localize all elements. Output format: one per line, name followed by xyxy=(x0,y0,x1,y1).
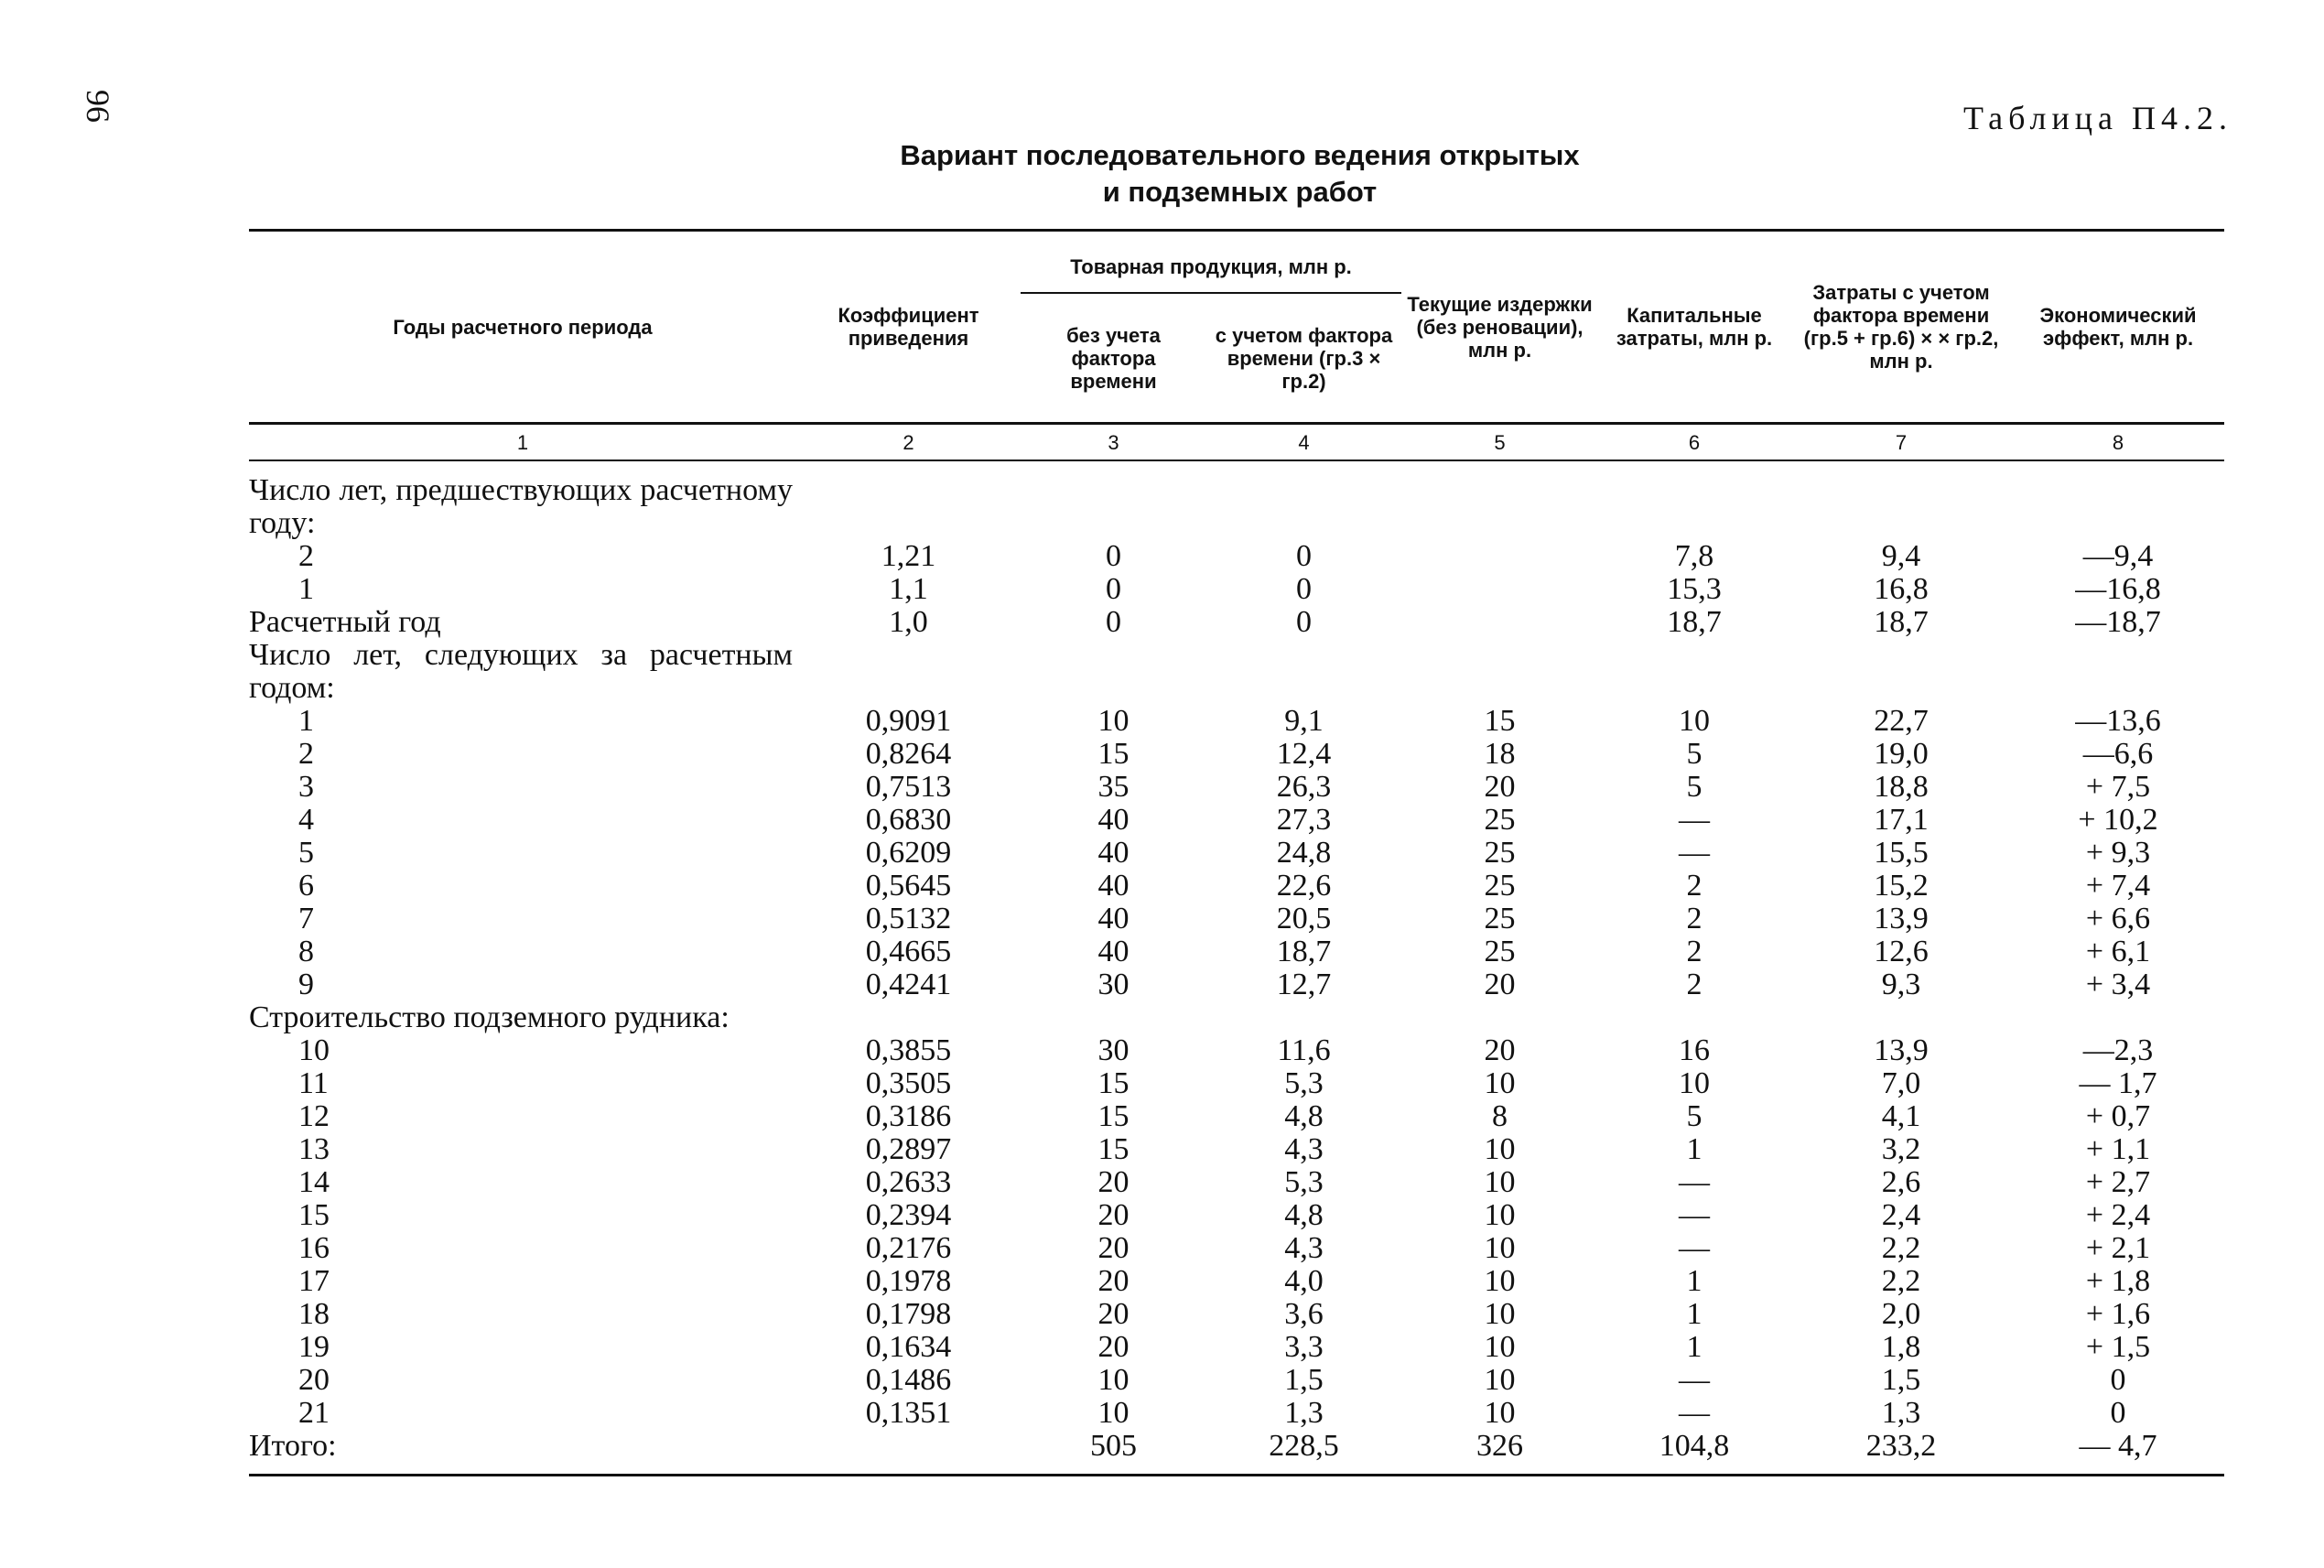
table-cell: 5,3 xyxy=(1284,1165,1324,1199)
row-label: 3 xyxy=(298,770,314,804)
table-cell: 0,5645 xyxy=(865,869,952,903)
table-cell: 18,7 xyxy=(1667,605,1722,639)
row-label: 10 xyxy=(298,1033,330,1067)
row-label: 14 xyxy=(298,1165,330,1199)
table-cell: 1,0 xyxy=(889,605,928,639)
table-cell: 9,4 xyxy=(1881,539,1921,573)
table-cell xyxy=(1021,639,1206,705)
table-title xyxy=(0,137,2324,211)
header-economic-effect: Экономический эффект, млн р. xyxy=(2012,231,2224,424)
table-cell: 3,2 xyxy=(1881,1132,1921,1166)
page-number: 96 xyxy=(80,90,116,123)
table-cell: 2,4 xyxy=(1881,1198,1921,1232)
table-cell: 18,7 xyxy=(1874,605,1929,639)
table-cell: 1,8 xyxy=(1881,1330,1921,1364)
table-cell: 0,3505 xyxy=(865,1066,952,1100)
table-cell: 0,6830 xyxy=(865,803,952,837)
table-cell: 15 xyxy=(1097,1066,1130,1100)
table-cell: 10 xyxy=(1484,1330,1516,1364)
table-cell: 4,8 xyxy=(1284,1198,1324,1232)
table-cell: 0 xyxy=(2110,1396,2126,1430)
table-row xyxy=(249,935,2224,968)
column-number: 7 xyxy=(1790,424,2012,461)
table-cell: 2 xyxy=(1686,968,1702,1001)
table-cell: 2 xyxy=(1686,869,1702,903)
table-cell: 15 xyxy=(1097,1132,1130,1166)
header-costs-with-time: Затраты с учетом фактора времени (гр.5 + гр.6) × × гр.2, млн р. xyxy=(1790,231,2012,424)
table-cell: 1,3 xyxy=(1881,1396,1921,1430)
table-cell xyxy=(1401,573,1598,606)
column-number: 2 xyxy=(796,424,1021,461)
table-cell: 25 xyxy=(1484,902,1516,935)
table-cell: 10 xyxy=(1679,1066,1711,1100)
header-current-costs: Текущие издержки (без реновации), млн р. xyxy=(1401,231,1598,424)
row-label: 1 xyxy=(298,704,314,738)
row-label: Итого: xyxy=(249,1430,796,1476)
table-cell: 17,1 xyxy=(1874,803,1929,837)
header-product-without-time: без учета фактора времени xyxy=(1066,323,1161,393)
table-cell: 20 xyxy=(1484,968,1516,1001)
table-cell: 0 xyxy=(1296,572,1312,606)
table-cell: + 2,4 xyxy=(2085,1198,2151,1232)
row-label: 20 xyxy=(298,1363,330,1397)
table-cell: 25 xyxy=(1484,869,1516,903)
table-cell: 0,8264 xyxy=(865,737,952,771)
table-cell: 10 xyxy=(1484,1297,1516,1331)
table-cell: 104,8 xyxy=(1598,1430,1790,1476)
table-cell: 2 xyxy=(1686,935,1702,968)
table-cell: 18,8 xyxy=(1874,770,1929,804)
table-cell: 30 xyxy=(1097,1033,1130,1067)
table-cell: 11,6 xyxy=(1277,1033,1331,1067)
table-cell: + 10,2 xyxy=(2078,803,2158,837)
table-cell: 15 xyxy=(1097,1099,1130,1133)
table-cell: 13,9 xyxy=(1874,1033,1929,1067)
table-cell: 40 xyxy=(1097,935,1130,968)
table-cell: + 1,6 xyxy=(2085,1297,2151,1331)
table-cell: — xyxy=(1679,1363,1711,1397)
table-cell: 0,3186 xyxy=(865,1099,952,1133)
section-label: Число лет, следующих за расчетным годом: xyxy=(249,638,793,705)
header-coefficient: Коэффициент приведения xyxy=(796,231,1021,424)
table-row xyxy=(249,1199,2224,1232)
table-cell xyxy=(1598,1001,1790,1034)
table-cell xyxy=(796,639,1021,705)
table-cell: 20 xyxy=(1484,770,1516,804)
table-cell xyxy=(1401,1001,1598,1034)
table-cell: 0,1351 xyxy=(865,1396,952,1430)
table-cell xyxy=(1790,1001,2012,1034)
table-cell: 1,21 xyxy=(881,539,936,573)
table-cell xyxy=(1598,460,1790,540)
table-cell: 30 xyxy=(1097,968,1130,1001)
table-cell: 0 xyxy=(1296,539,1312,573)
table-cell: 0 xyxy=(1296,605,1312,639)
table-cell: 12,7 xyxy=(1276,968,1332,1001)
table-cell: 0,1634 xyxy=(865,1330,952,1364)
table-cell xyxy=(796,1001,1021,1034)
table-cell: 22,7 xyxy=(1874,704,1929,738)
table-row xyxy=(249,460,2224,540)
table-cell: 1 xyxy=(1686,1264,1702,1298)
table-cell: 0,5132 xyxy=(865,902,952,935)
table-cell xyxy=(1790,460,2012,540)
table-cell: 10 xyxy=(1097,704,1130,738)
table-cell: 20,5 xyxy=(1276,902,1332,935)
table-cell: 35 xyxy=(1097,770,1130,804)
table-row xyxy=(249,1166,2224,1199)
row-label: 2 xyxy=(298,539,314,573)
table-cell xyxy=(1401,639,1598,705)
table-cell: 26,3 xyxy=(1276,770,1332,804)
table-cell: 1 xyxy=(1686,1330,1702,1364)
table-cell: 3,3 xyxy=(1284,1330,1324,1364)
table-cell: 2,2 xyxy=(1881,1231,1921,1265)
table-cell: 4,1 xyxy=(1881,1099,1921,1133)
table-cell: 20 xyxy=(1097,1165,1130,1199)
table-cell: 0,1978 xyxy=(865,1264,952,1298)
table-cell xyxy=(1021,460,1206,540)
table-cell: + 1,8 xyxy=(2085,1264,2151,1298)
table-cell: 20 xyxy=(1097,1198,1130,1232)
table-row xyxy=(249,870,2224,903)
table-cell: — xyxy=(1679,836,1711,870)
table-row xyxy=(249,606,2224,639)
table-cell: — xyxy=(1679,1165,1711,1199)
table-cell: + 0,7 xyxy=(2085,1099,2151,1133)
table-cell: — xyxy=(1679,1198,1711,1232)
table-cell: 8 xyxy=(1492,1099,1508,1133)
table-cell: 15,3 xyxy=(1667,572,1722,606)
table-cell: 0,2633 xyxy=(865,1165,952,1199)
row-label: 12 xyxy=(298,1099,330,1133)
table-row xyxy=(249,1397,2224,1430)
table-cell: 13,9 xyxy=(1874,902,1929,935)
table-cell: 1 xyxy=(1686,1132,1702,1166)
table-row xyxy=(249,639,2224,705)
table-cell: 3,6 xyxy=(1284,1297,1324,1331)
table-cell: 0 xyxy=(1106,605,1121,639)
table-cell: — xyxy=(1679,1396,1711,1430)
row-label: 13 xyxy=(298,1132,330,1166)
table-row xyxy=(249,837,2224,870)
table-row xyxy=(249,1001,2224,1034)
table-cell xyxy=(1021,1001,1206,1034)
table-cell: —2,3 xyxy=(2082,1033,2154,1067)
table-cell: 20 xyxy=(1097,1231,1130,1265)
table-cell: 10 xyxy=(1484,1165,1516,1199)
row-label: 19 xyxy=(298,1330,330,1364)
table-cell: 40 xyxy=(1097,803,1130,837)
table-cell: 0,7513 xyxy=(865,770,952,804)
table-cell: + 9,3 xyxy=(2085,836,2151,870)
table-row xyxy=(249,903,2224,935)
table-row xyxy=(249,1298,2224,1331)
table-cell: 19,0 xyxy=(1874,737,1929,771)
column-number: 3 xyxy=(1021,424,1206,461)
table-cell xyxy=(2012,1001,2224,1034)
row-label: 6 xyxy=(298,869,314,903)
table-cell: 5 xyxy=(1686,770,1702,804)
row-label: 18 xyxy=(298,1297,330,1331)
table-cell: 2,6 xyxy=(1881,1165,1921,1199)
table-cell: 22,6 xyxy=(1276,869,1332,903)
table-cell: 7,8 xyxy=(1674,539,1714,573)
table-cell: 10 xyxy=(1484,1396,1516,1430)
table-row xyxy=(249,1100,2224,1133)
table-cell: 9,1 xyxy=(1284,704,1324,738)
table-cell: 10 xyxy=(1484,1231,1516,1265)
table-cell: 20 xyxy=(1097,1264,1130,1298)
table-cell: 1 xyxy=(1686,1297,1702,1331)
table-cell: 4,0 xyxy=(1284,1264,1324,1298)
table-row xyxy=(249,540,2224,573)
table-cell xyxy=(2012,460,2224,540)
table-cell: 16 xyxy=(1679,1033,1711,1067)
table-cell xyxy=(1401,460,1598,540)
table-cell: 25 xyxy=(1484,836,1516,870)
table-row xyxy=(249,738,2224,771)
table-cell: 40 xyxy=(1097,869,1130,903)
table-cell xyxy=(1401,606,1598,639)
table-cell: 228,5 xyxy=(1206,1430,1401,1476)
table-cell: 4,3 xyxy=(1284,1231,1324,1265)
table-row xyxy=(249,705,2224,738)
table-cell: 15 xyxy=(1484,704,1516,738)
table-cell: + 1,5 xyxy=(2085,1330,2151,1364)
table-cell: 5 xyxy=(1686,1099,1702,1133)
table-cell: 10 xyxy=(1097,1363,1130,1397)
table-cell: 15 xyxy=(1097,737,1130,771)
table-cell: 505 xyxy=(1021,1430,1206,1476)
data-table xyxy=(249,229,2224,1476)
table-row xyxy=(249,1232,2224,1265)
row-label: 5 xyxy=(298,836,314,870)
table-cell: 0,9091 xyxy=(865,704,952,738)
header-capital-costs: Капитальные затраты, млн р. xyxy=(1598,231,1790,424)
table-cell: —13,6 xyxy=(2075,704,2161,738)
table-cell xyxy=(1790,639,2012,705)
table-cell: 233,2 xyxy=(1790,1430,2012,1476)
table-cell: + 3,4 xyxy=(2085,968,2151,1001)
table-row xyxy=(249,1331,2224,1364)
table-cell: 326 xyxy=(1401,1430,1598,1476)
table-cell: 20 xyxy=(1097,1297,1130,1331)
row-label: Расчетный год xyxy=(249,605,441,639)
table-cell: — xyxy=(1679,1231,1711,1265)
table-row xyxy=(249,1034,2224,1067)
column-number: 8 xyxy=(2012,424,2224,461)
table-cell: 18,7 xyxy=(1276,935,1332,968)
table-row xyxy=(249,1265,2224,1298)
table-cell: 0 xyxy=(2110,1363,2126,1397)
section-label: Число лет, предшествующих расчетному году: xyxy=(249,473,793,540)
table-cell: 10 xyxy=(1484,1198,1516,1232)
row-label: 2 xyxy=(298,737,314,771)
header-product-group: Товарная продукция, млн р. xyxy=(1021,231,1401,294)
table-cell: 10 xyxy=(1484,1264,1516,1298)
table-cell: 0,1798 xyxy=(865,1297,952,1331)
table-cell: 9,3 xyxy=(1881,968,1921,1001)
table-cell: + 6,6 xyxy=(2085,902,2151,935)
column-number-row xyxy=(249,424,2224,461)
table-cell: + 7,5 xyxy=(2085,770,2151,804)
table-cell: 27,3 xyxy=(1276,803,1332,837)
table-cell: 25 xyxy=(1484,803,1516,837)
table-row xyxy=(249,1133,2224,1166)
table-row xyxy=(249,968,2224,1001)
table-cell: 0,4665 xyxy=(865,935,952,968)
table-cell: 5 xyxy=(1686,737,1702,771)
table-cell: 1,5 xyxy=(1881,1363,1921,1397)
table-cell: 10 xyxy=(1097,1396,1130,1430)
table-cell: — xyxy=(1679,803,1711,837)
table-cell: 20 xyxy=(1097,1330,1130,1364)
table-cell: 7,0 xyxy=(1881,1066,1921,1100)
table-cell xyxy=(1206,639,1401,705)
table-cell: 2 xyxy=(1686,902,1702,935)
table-cell: 0,2897 xyxy=(865,1132,952,1166)
table-cell xyxy=(796,460,1021,540)
table-cell: 0,4241 xyxy=(865,968,952,1001)
table-cell: 20 xyxy=(1484,1033,1516,1067)
table-cell: 1,3 xyxy=(1284,1396,1324,1430)
column-number: 1 xyxy=(249,424,796,461)
table-cell: —9,4 xyxy=(2082,539,2154,573)
table-cell: — 4,7 xyxy=(2012,1430,2224,1476)
table-cell: 40 xyxy=(1097,836,1130,870)
row-label: 4 xyxy=(298,803,314,837)
table-cell: 18 xyxy=(1484,737,1516,771)
table-row xyxy=(249,573,2224,606)
table-row xyxy=(249,771,2224,804)
table-cell: 40 xyxy=(1097,902,1130,935)
table-cell: 0 xyxy=(1106,572,1121,606)
table-cell: 0,6209 xyxy=(865,836,952,870)
table-cell: 0,1486 xyxy=(865,1363,952,1397)
row-label: 8 xyxy=(298,935,314,968)
column-number: 6 xyxy=(1598,424,1790,461)
table-cell: 4,8 xyxy=(1284,1099,1324,1133)
table-title-line: Вариант последовательного ведения открытых xyxy=(900,139,1580,171)
table-cell: 25 xyxy=(1484,935,1516,968)
table-label: Таблица П4.2. xyxy=(1963,100,2232,136)
table-cell: 10 xyxy=(1484,1132,1516,1166)
table-cell: 16,8 xyxy=(1874,572,1929,606)
table-cell: 15,5 xyxy=(1874,836,1929,870)
table-cell: 0 xyxy=(1106,539,1121,573)
header-years: Годы расчетного периода xyxy=(249,231,796,424)
table-cell: + 7,4 xyxy=(2085,869,2151,903)
table-cell: 10 xyxy=(1679,704,1711,738)
table-title-line: и подземных работ xyxy=(1102,176,1378,208)
row-label: 11 xyxy=(298,1066,329,1100)
table-cell: + 1,1 xyxy=(2085,1132,2151,1166)
table-cell xyxy=(1206,460,1401,540)
row-label: 1 xyxy=(298,572,314,606)
row-label: 17 xyxy=(298,1264,330,1298)
table-cell: + 6,1 xyxy=(2085,935,2151,968)
row-label: 7 xyxy=(298,902,314,935)
table-cell xyxy=(1598,639,1790,705)
table-cell: 12,6 xyxy=(1874,935,1929,968)
table-cell xyxy=(2012,639,2224,705)
table-cell: 0,2394 xyxy=(865,1198,952,1232)
table-cell: 1,5 xyxy=(1284,1363,1324,1397)
table-cell xyxy=(1401,540,1598,573)
table-cell: —16,8 xyxy=(2075,572,2161,606)
table-cell: 2,2 xyxy=(1881,1264,1921,1298)
table-cell: 15,2 xyxy=(1874,869,1929,903)
row-label: 21 xyxy=(298,1396,330,1430)
table-cell: — 1,7 xyxy=(2079,1066,2157,1100)
table-row xyxy=(249,1364,2224,1397)
table-cell: 2,0 xyxy=(1881,1297,1921,1331)
table-row xyxy=(249,804,2224,837)
table-cell: 12,4 xyxy=(1276,737,1332,771)
table-cell: 10 xyxy=(1484,1363,1516,1397)
table-cell: —18,7 xyxy=(2075,605,2161,639)
table-cell xyxy=(796,1430,1021,1476)
table-cell: 10 xyxy=(1484,1066,1516,1100)
column-number: 5 xyxy=(1401,424,1598,461)
row-label: 15 xyxy=(298,1198,330,1232)
table-cell: 24,8 xyxy=(1276,836,1332,870)
table-cell: 0,3855 xyxy=(865,1033,952,1067)
table-cell xyxy=(1206,1001,1401,1034)
table-cell: 0,2176 xyxy=(865,1231,952,1265)
table-row xyxy=(249,1430,2224,1476)
table-cell: —6,6 xyxy=(2082,737,2154,771)
header-product-with-time: с учетом фактора времени (гр.3 × гр.2) xyxy=(1215,323,1393,393)
row-label: 16 xyxy=(298,1231,330,1265)
table-cell: + 2,7 xyxy=(2085,1165,2151,1199)
column-number: 4 xyxy=(1206,424,1401,461)
table-cell: 1,1 xyxy=(889,572,928,606)
table-cell: + 2,1 xyxy=(2085,1231,2151,1265)
table-row xyxy=(249,1067,2224,1100)
table-cell: 5,3 xyxy=(1284,1066,1324,1100)
section-label: Строительство подземного рудника: xyxy=(249,1000,730,1034)
table-cell: 4,3 xyxy=(1284,1132,1324,1166)
row-label: 9 xyxy=(298,968,314,1001)
